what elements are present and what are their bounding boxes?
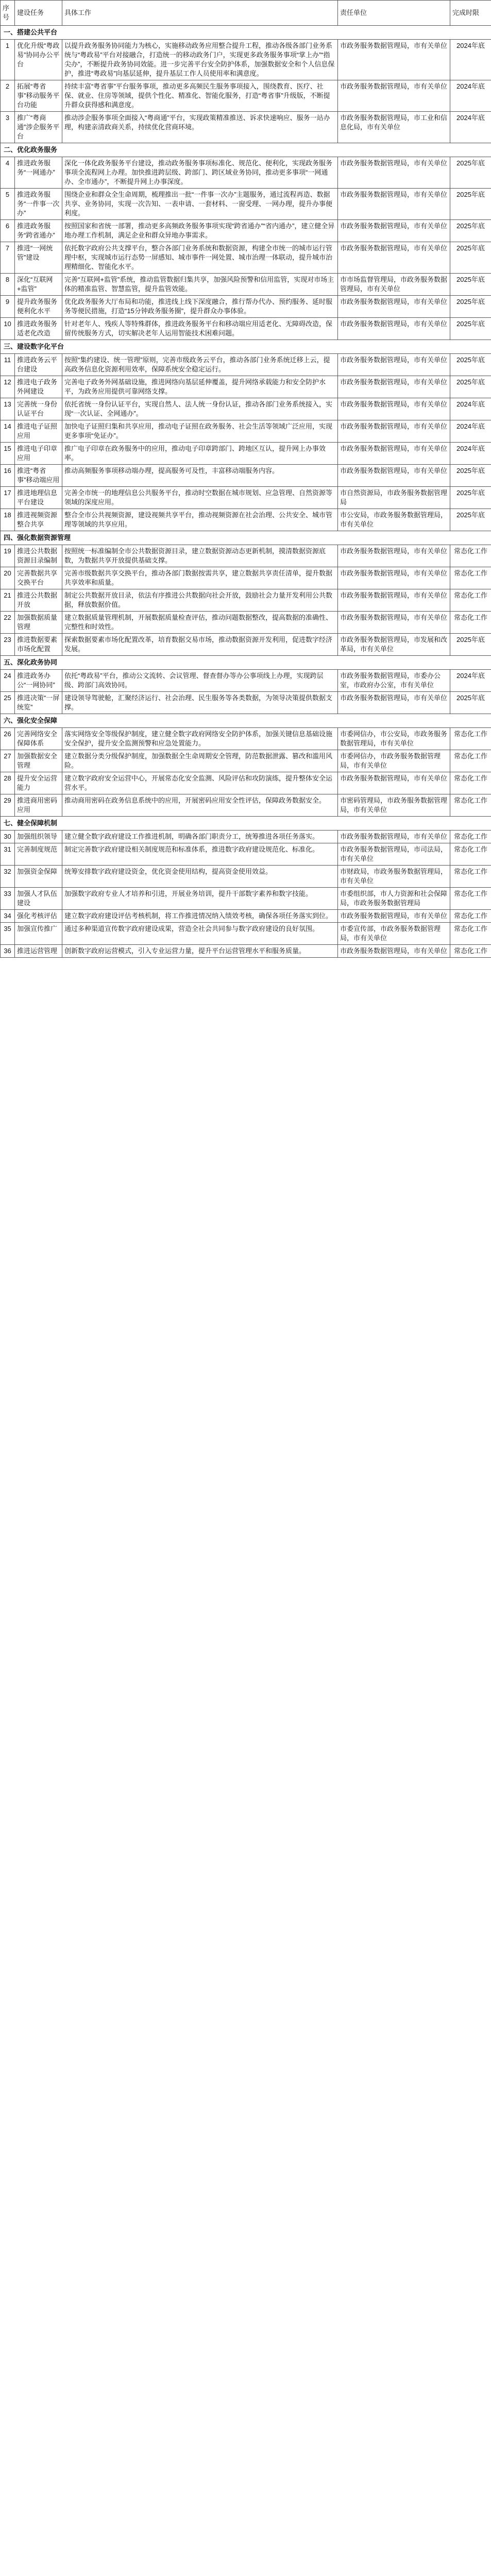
cell-unit: 市政务服务数据管理局，市委办公室，市政府办公室，市有关单位 [338, 670, 450, 692]
table-header-row [1, 1, 491, 26]
section-title: 三、建设数字化平台 [1, 340, 491, 354]
cell-time: 常态化工作 [450, 728, 491, 750]
cell-content: 完善电子政务外网基础设施，推进网络向基层延伸覆盖，提升网络承载能力和安全防护水平，为政务应用提供可靠网络支撑。 [62, 376, 338, 398]
table-row [1, 296, 491, 318]
table-row [1, 910, 491, 923]
cell-num: 9 [1, 296, 15, 318]
cell-time: 常态化工作 [450, 831, 491, 843]
table-row [1, 398, 491, 420]
cell-content: 建立健全数字政府建设工作推进机制，明确各部门职责分工，统筹推进各项任务落实。 [62, 831, 338, 843]
cell-content: 完善市级数据共享交换平台，推动各部门数据按需共享，建立数据共享责任清单，提升数据共享效率和质量。 [62, 567, 338, 589]
cell-num: 12 [1, 376, 15, 398]
cell-task: 加强资金保障 [15, 866, 62, 888]
cell-unit: 市委网信办，市政务服务数据管理局，市有关单位 [338, 750, 450, 772]
section-row [1, 143, 491, 157]
cell-num: 36 [1, 945, 15, 958]
cell-task: 推进“一网统管”建设 [15, 242, 62, 274]
cell-content: 以提升政务服务协同能力为核心，实施移动政务应用整合提升工程，推动各级各部门业务系统与“粤政易”平台对接融合，打造统一的移动政务门户，实现更多政务服务事项“掌上办”“指尖办”，不断提升政务协同效能。进一步完善平台安全防护体系，加强数据安全和个人信息保护，推进“粤政易”向基层延伸，提升基层工作人员使用率和满意度。 [62, 40, 338, 80]
cell-time: 常态化工作 [450, 866, 491, 888]
cell-task: 推进视频资源整合共享 [15, 509, 62, 531]
cell-unit: 市自然资源局，市政务服务数据管理局 [338, 487, 450, 509]
cell-time: 2024年底 [450, 398, 491, 420]
cell-unit: 市政务服务数据管理局，市有关单位 [338, 354, 450, 376]
cell-num: 17 [1, 487, 15, 509]
cell-unit: 市政务服务数据管理局，市有关单位 [338, 80, 450, 112]
cell-time: 常态化工作 [450, 910, 491, 923]
cell-num: 19 [1, 545, 15, 567]
cell-num: 28 [1, 772, 15, 794]
cell-time: 2025年底 [450, 296, 491, 318]
task-table [0, 0, 491, 958]
cell-time: 2024年底 [450, 40, 491, 80]
table-row [1, 692, 491, 714]
cell-time: 2025年底 [450, 220, 491, 242]
section-title: 一、搭建公共平台 [1, 26, 491, 40]
cell-unit: 市政务服务数据管理局，市有关单位 [338, 242, 450, 274]
cell-task: 推进数据要素市场化配置 [15, 634, 62, 656]
cell-num: 29 [1, 794, 15, 817]
cell-content: 推动涉企服务事项全面接入“粤商通”平台，实现政策精准推送、诉求快速响应、服务一站办理，构建亲清政商关系，持续优化营商环境。 [62, 112, 338, 143]
cell-content: 按照“集约建设、统一管理”原则，完善市级政务云平台，推动各部门业务系统迁移上云，提高政务信息化资源利用效率，保障系统安全稳定运行。 [62, 354, 338, 376]
cell-unit: 市政务服务数据管理局，市有关单位 [338, 772, 450, 794]
table-row [1, 465, 491, 487]
table-row [1, 589, 491, 612]
cell-time: 2025年底 [450, 487, 491, 509]
cell-unit: 市政务服务数据管理局，市有关单位 [338, 420, 450, 443]
cell-unit: 市委组织部，市人力资源和社会保障局，市政务服务数据管理局 [338, 888, 450, 910]
cell-time: 常态化工作 [450, 843, 491, 866]
table-row [1, 318, 491, 340]
cell-task: 完善数据共享交换平台 [15, 567, 62, 589]
cell-time: 2024年底 [450, 670, 491, 692]
cell-time: 2025年底 [450, 376, 491, 398]
table-row [1, 420, 491, 443]
cell-task: 拓展“粤省事”移动服务平台功能 [15, 80, 62, 112]
cell-task: 推进地理信息平台建设 [15, 487, 62, 509]
cell-unit: 市市场监督管理局，市政务服务数据管理局，市有关单位 [338, 274, 450, 296]
cell-num: 27 [1, 750, 15, 772]
cell-task: 推进政务服务“跨省通办” [15, 220, 62, 242]
cell-unit: 市政务服务数据管理局，市有关单位 [338, 465, 450, 487]
task-document [0, 0, 491, 961]
cell-unit: 市政务服务数据管理局，市司法局，市有关单位 [338, 843, 450, 866]
cell-content: 制定完善数字政府建设相关制度规范和标准体系，推进数字政府建设规范化、标准化。 [62, 843, 338, 866]
cell-content: 建立数字政府建设评估考核机制，将工作推进情况纳入绩效考核，确保各项任务落实到位。 [62, 910, 338, 923]
cell-content: 制定公共数据开放目录，依法有序推进公共数据向社会开放，鼓励社会力量开发利用公共数据，释放数据价值。 [62, 589, 338, 612]
cell-num: 35 [1, 923, 15, 945]
cell-num: 24 [1, 670, 15, 692]
table-row [1, 80, 491, 112]
section-title: 六、强化安全保障 [1, 714, 491, 728]
cell-time: 常态化工作 [450, 772, 491, 794]
cell-time: 常态化工作 [450, 923, 491, 945]
table-row [1, 545, 491, 567]
table-row [1, 509, 491, 531]
cell-num: 26 [1, 728, 15, 750]
cell-task: 推进公共数据开放 [15, 589, 62, 612]
cell-time: 2025年底 [450, 242, 491, 274]
cell-num: 21 [1, 589, 15, 612]
cell-num: 13 [1, 398, 15, 420]
cell-time: 2025年底 [450, 465, 491, 487]
cell-num: 11 [1, 354, 15, 376]
cell-unit: 市政务服务数据管理局，市有关单位 [338, 220, 450, 242]
cell-content: 按照国家和省统一部署，推动更多高频政务服务事项实现“跨省通办”“省内通办”，建立健全异地办理工作机制，满足企业和群众异地办事需求。 [62, 220, 338, 242]
cell-task: 推进政务服务适老化改造 [15, 318, 62, 340]
cell-content: 建立数字政府安全运营中心，开展常态化安全监测、风险评估和攻防演练，提升整体安全运营水平。 [62, 772, 338, 794]
cell-content: 创新数字政府运营模式，引入专业运营力量，提升平台运营管理水平和服务质量。 [62, 945, 338, 958]
cell-unit: 市政务服务数据管理局，市有关单位 [338, 296, 450, 318]
cell-task: 推进决策“一屏统览” [15, 692, 62, 714]
section-title: 五、深化政务协同 [1, 656, 491, 670]
cell-time: 2025年底 [450, 318, 491, 340]
cell-content: 持续丰富“粤省事”平台服务事项，推动更多高频民生服务事项接入，围绕教育、医疗、社保、就业、住房等领域，提供个性化、精准化、智能化服务，打造“粤省事”升级版，不断提升群众获得感和满意度。 [62, 80, 338, 112]
cell-num: 22 [1, 612, 15, 634]
cell-time: 常态化工作 [450, 545, 491, 567]
cell-unit: 市密码管理局，市政务服务数据管理局，市有关单位 [338, 794, 450, 817]
cell-time: 2025年底 [450, 157, 491, 189]
section-row [1, 817, 491, 831]
cell-task: 推进运营管理 [15, 945, 62, 958]
cell-content: 建立数据质量管理机制，开展数据质量检查评估，推动问题数据整改，提高数据的准确性、完整性和时效性。 [62, 612, 338, 634]
cell-task: 推进政务办公“一网协同” [15, 670, 62, 692]
cell-task: 推进电子政务外网建设 [15, 376, 62, 398]
cell-task: 推进商用密码应用 [15, 794, 62, 817]
cell-unit: 市委宣传部，市政务服务数据管理局，市有关单位 [338, 923, 450, 945]
cell-time: 2024年底 [450, 112, 491, 143]
cell-unit: 市政务服务数据管理局，市发展和改革局，市有关单位 [338, 634, 450, 656]
cell-num: 25 [1, 692, 15, 714]
table-row [1, 750, 491, 772]
cell-num: 18 [1, 509, 15, 531]
cell-num: 30 [1, 831, 15, 843]
cell-task: 推进政务云平台建设 [15, 354, 62, 376]
cell-num: 31 [1, 843, 15, 866]
section-row [1, 714, 491, 728]
table-row [1, 670, 491, 692]
table-row [1, 866, 491, 888]
header-task: 建设任务 [15, 1, 62, 26]
table-row [1, 40, 491, 80]
header-unit: 责任单位 [338, 1, 450, 26]
cell-unit: 市政务服务数据管理局，市有关单位 [338, 443, 450, 465]
cell-content: 通过多种渠道宣传数字政府建设成果，营造全社会共同参与数字政府建设的良好氛围。 [62, 923, 338, 945]
header-time: 完成时限 [450, 1, 491, 26]
cell-content: 加强数字政府专业人才培养和引进，开展业务培训，提升干部数字素养和数字技能。 [62, 888, 338, 910]
cell-time: 2024年底 [450, 420, 491, 443]
cell-time: 2025年底 [450, 692, 491, 714]
cell-unit: 市政务服务数据管理局，市有关单位 [338, 376, 450, 398]
cell-task: 提升政务服务便利化水平 [15, 296, 62, 318]
cell-time: 常态化工作 [450, 794, 491, 817]
cell-content: 推动高频服务事项移动端办理，提高服务可及性，丰富移动端服务内容。 [62, 465, 338, 487]
header-num: 序号 [1, 1, 15, 26]
table-row [1, 354, 491, 376]
table-row [1, 220, 491, 242]
table-row [1, 157, 491, 189]
cell-time: 常态化工作 [450, 612, 491, 634]
cell-task: 推进政务服务“一网通办” [15, 157, 62, 189]
table-row [1, 772, 491, 794]
table-row [1, 831, 491, 843]
section-row [1, 26, 491, 40]
header-content: 具体工作 [62, 1, 338, 26]
cell-content: 依托省统一身份认证平台，实现自然人、法人统一身份认证，推动各部门业务系统接入，实现“一次认证、全网通办”。 [62, 398, 338, 420]
cell-unit: 市政务服务数据管理局，市有关单位 [338, 189, 450, 220]
cell-num: 7 [1, 242, 15, 274]
cell-num: 6 [1, 220, 15, 242]
section-title: 四、强化数据资源管理 [1, 531, 491, 545]
cell-content: 统筹安排数字政府建设资金，优化资金使用结构，提高资金使用效益。 [62, 866, 338, 888]
table-row [1, 376, 491, 398]
table-row [1, 634, 491, 656]
cell-content: 探索数据要素市场化配置改革，培育数据交易市场，推动数据资源开发利用，促进数字经济发展。 [62, 634, 338, 656]
cell-task: 推进“粤省事”移动端应用 [15, 465, 62, 487]
cell-content: 建设领导驾驶舱，汇聚经济运行、社会治理、民生服务等各类数据，为领导决策提供数据支撑。 [62, 692, 338, 714]
cell-unit: 市政务服务数据管理局，市工业和信息化局，市有关单位 [338, 112, 450, 143]
cell-task: 完善网络安全保障体系 [15, 728, 62, 750]
cell-num: 2 [1, 80, 15, 112]
cell-unit: 市政务服务数据管理局，市有关单位 [338, 40, 450, 80]
table-row [1, 843, 491, 866]
table-row [1, 888, 491, 910]
cell-task: 推广“粤商通”涉企服务平台 [15, 112, 62, 143]
section-title: 七、健全保障机制 [1, 817, 491, 831]
cell-num: 3 [1, 112, 15, 143]
cell-content: 优化政务服务大厅布局和功能，推进线上线下深度融合，推行帮办代办、预约服务、延时服务等便民措施，打造“15分钟政务服务圈”，提升群众办事体验。 [62, 296, 338, 318]
cell-time: 常态化工作 [450, 750, 491, 772]
table-row [1, 274, 491, 296]
cell-time: 2024年底 [450, 443, 491, 465]
cell-unit: 市委网信办，市公安局，市政务服务数据管理局，市有关单位 [338, 728, 450, 750]
cell-task: 推进公共数据资源目录编制 [15, 545, 62, 567]
table-row [1, 923, 491, 945]
cell-unit: 市政务服务数据管理局，市有关单位 [338, 567, 450, 589]
table-row [1, 612, 491, 634]
cell-task: 加强数据安全管理 [15, 750, 62, 772]
cell-unit: 市政务服务数据管理局，市有关单位 [338, 692, 450, 714]
table-body [1, 26, 491, 958]
cell-task: 加强人才队伍建设 [15, 888, 62, 910]
cell-unit: 市公安局，市政务服务数据管理局，市有关单位 [338, 509, 450, 531]
section-title: 二、优化政务服务 [1, 143, 491, 157]
table-row [1, 945, 491, 958]
cell-content: 依托数字政府公共支撑平台，整合各部门业务系统和数据资源，构建全市统一的城市运行管理中枢，实现城市运行态势一屏感知、城市事件一网处置、城市治理一体联动，提升城市治理精细化、智能化水平。 [62, 242, 338, 274]
cell-num: 16 [1, 465, 15, 487]
cell-time: 常态化工作 [450, 888, 491, 910]
cell-num: 34 [1, 910, 15, 923]
cell-unit: 市政务服务数据管理局，市有关单位 [338, 612, 450, 634]
cell-num: 8 [1, 274, 15, 296]
cell-time: 常态化工作 [450, 945, 491, 958]
cell-content: 针对老年人、残疾人等特殊群体，推进政务服务平台和移动端应用适老化、无障碍改造，保留传统服务方式，切实解决老年人运用智能技术困难问题。 [62, 318, 338, 340]
cell-unit: 市政务服务数据管理局，市有关单位 [338, 318, 450, 340]
table-row [1, 189, 491, 220]
cell-unit: 市政务服务数据管理局，市有关单位 [338, 945, 450, 958]
cell-time: 常态化工作 [450, 589, 491, 612]
table-row [1, 487, 491, 509]
cell-content: 深化一体化政务服务平台建设，推动政务服务事项标准化、规范化、便利化，实现政务服务事项全流程网上办理。加快推进跨层级、跨部门、跨区域业务协同，推动更多事项“一网通办、全市通办”，不断提升网上办事深度。 [62, 157, 338, 189]
section-row [1, 340, 491, 354]
table-row [1, 794, 491, 817]
cell-task: 加强组织领导 [15, 831, 62, 843]
section-row [1, 656, 491, 670]
cell-content: 落实网络安全等级保护制度，建立健全数字政府网络安全防护体系，加强关键信息基础设施安全保护，提升安全监测预警和应急处置能力。 [62, 728, 338, 750]
cell-time: 2025年底 [450, 189, 491, 220]
cell-unit: 市政务服务数据管理局，市有关单位 [338, 910, 450, 923]
cell-content: 围绕企业和群众全生命周期，梳理推出一批“一件事一次办”主题服务，通过流程再造、数据共享、业务协同，实现一次告知、一表申请、一套材料、一窗受理、一网办理，提升办事便利度。 [62, 189, 338, 220]
cell-task: 深化“互联网+监管” [15, 274, 62, 296]
cell-unit: 市政务服务数据管理局，市有关单位 [338, 545, 450, 567]
cell-num: 1 [1, 40, 15, 80]
cell-num: 4 [1, 157, 15, 189]
cell-time: 2025年底 [450, 509, 491, 531]
cell-task: 强化考核评估 [15, 910, 62, 923]
cell-num: 23 [1, 634, 15, 656]
cell-content: 推广电子印章在政务服务中的应用，推动电子印章跨部门、跨地区互认，提升网上办事效率。 [62, 443, 338, 465]
cell-unit: 市政务服务数据管理局，市有关单位 [338, 831, 450, 843]
cell-num: 20 [1, 567, 15, 589]
cell-unit: 市政务服务数据管理局，市有关单位 [338, 157, 450, 189]
cell-task: 推进电子证照应用 [15, 420, 62, 443]
cell-content: 推动商用密码在政务信息系统中的应用，开展密码应用安全性评估，保障政务数据安全。 [62, 794, 338, 817]
cell-task: 完善统一身份认证平台 [15, 398, 62, 420]
cell-content: 依托“粤政易”平台，推动公文流转、会议管理、督查督办等办公事项线上办理，实现跨层级、跨部门高效协同。 [62, 670, 338, 692]
table-row [1, 443, 491, 465]
cell-content: 完善全市统一的地理信息公共服务平台，推动时空数据在城市规划、应急管理、自然资源等领域的深度应用。 [62, 487, 338, 509]
cell-num: 15 [1, 443, 15, 465]
cell-content: 建立数据分类分级保护制度，加强数据全生命周期安全管理，防范数据泄露、篡改和滥用风险。 [62, 750, 338, 772]
cell-num: 5 [1, 189, 15, 220]
cell-num: 33 [1, 888, 15, 910]
table-row [1, 242, 491, 274]
cell-time: 2024年底 [450, 80, 491, 112]
cell-task: 加强数据质量管理 [15, 612, 62, 634]
cell-task: 优化升级“粤政易”协同办公平台 [15, 40, 62, 80]
cell-unit: 市政务服务数据管理局，市有关单位 [338, 589, 450, 612]
table-row [1, 112, 491, 143]
cell-time: 常态化工作 [450, 567, 491, 589]
cell-content: 完善“互联网+监管”系统，推动监管数据归集共享，加强风险预警和信用监管，实现对市场主体的精准监管、智慧监管，提升监管效能。 [62, 274, 338, 296]
cell-num: 10 [1, 318, 15, 340]
cell-unit: 市政务服务数据管理局，市有关单位 [338, 398, 450, 420]
cell-task: 推进电子印章应用 [15, 443, 62, 465]
cell-task: 推进政务服务“一件事一次办” [15, 189, 62, 220]
cell-task: 加强宣传推广 [15, 923, 62, 945]
cell-time: 2025年底 [450, 274, 491, 296]
cell-time: 2025年底 [450, 634, 491, 656]
cell-content: 加快电子证照归集和共享应用，推动电子证照在政务服务、社会生活等领域广泛应用，实现更多事项“免证办”。 [62, 420, 338, 443]
cell-task: 提升安全运营能力 [15, 772, 62, 794]
cell-time: 2025年底 [450, 354, 491, 376]
cell-task: 完善制度规范 [15, 843, 62, 866]
cell-content: 整合全市公共视频资源，建设视频共享平台，推动视频资源在社会治理、公共安全、城市管理等领域的共享应用。 [62, 509, 338, 531]
cell-num: 14 [1, 420, 15, 443]
table-row [1, 567, 491, 589]
cell-content: 按照统一标准编制全市公共数据资源目录，建立数据资源动态更新机制，摸清数据资源底数，为数据共享开放提供基础支撑。 [62, 545, 338, 567]
cell-unit: 市财政局，市政务服务数据管理局，市有关单位 [338, 866, 450, 888]
table-row [1, 728, 491, 750]
cell-num: 32 [1, 866, 15, 888]
section-row [1, 531, 491, 545]
